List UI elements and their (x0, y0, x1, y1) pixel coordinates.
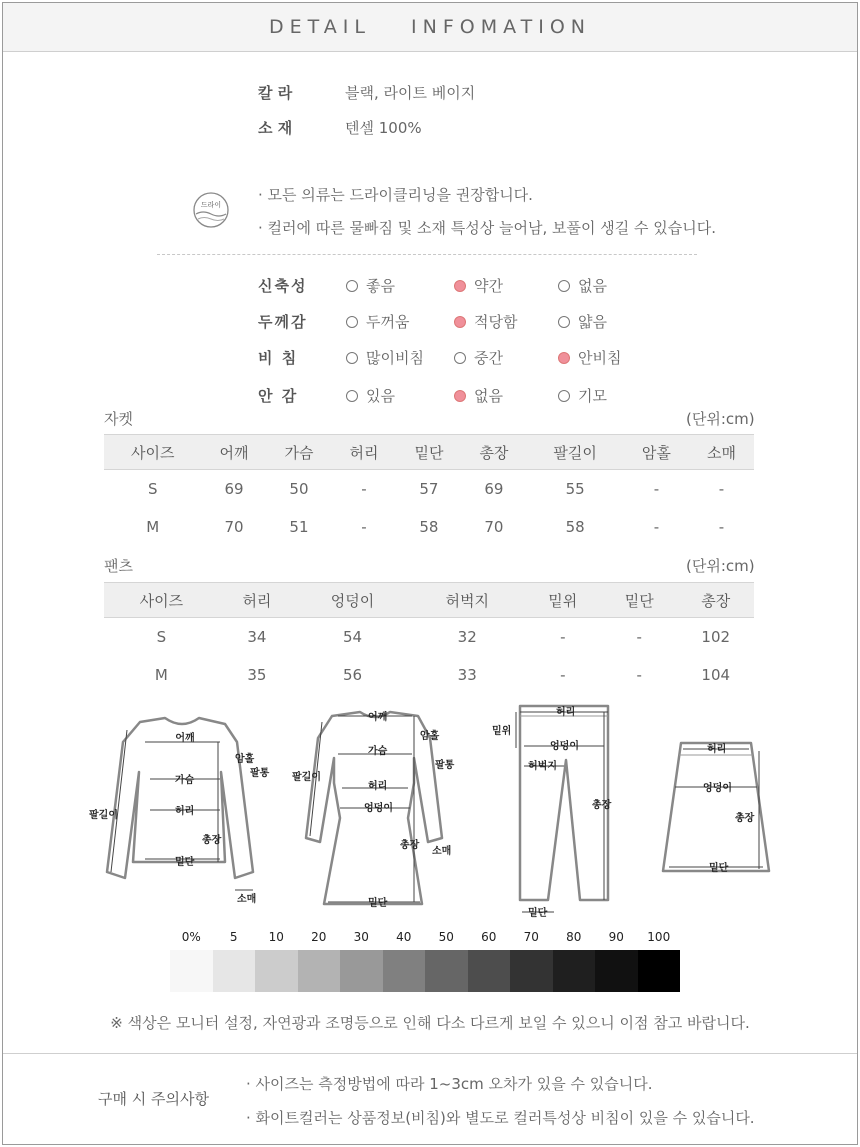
property-option-label: 없음 (578, 277, 607, 295)
radio-selected-icon (454, 316, 466, 328)
gray-scale-swatch (638, 950, 681, 992)
jacket-header-cell: 어깨 (202, 435, 267, 470)
gray-scale-swatch (510, 950, 553, 992)
pants-header-cell: 밑위 (525, 583, 601, 618)
radio-empty-icon (558, 316, 570, 328)
skirt-label-waist: 허리 (707, 744, 727, 755)
gray-scale-swatch (595, 950, 638, 992)
top-label-chest: 가슴 (175, 775, 195, 786)
jacket-header-cell: 총장 (461, 435, 526, 470)
jacket-header-cell: 사이즈 (104, 435, 202, 470)
jacket-header-cell: 가슴 (266, 435, 331, 470)
property-option-label: 기모 (578, 387, 607, 405)
pants-label-hem: 밑단 (528, 908, 548, 919)
property-option (346, 275, 395, 296)
jacket-cell: 69 (224, 479, 244, 498)
pants-cell: 32 (457, 627, 477, 646)
material-value: 텐셀 100% (345, 119, 422, 137)
gray-scale-label: 0% (181, 930, 201, 944)
radio-selected-icon (558, 352, 570, 364)
jacket-cell: 55 (565, 479, 585, 498)
pants-cell: 102 (701, 627, 731, 646)
gray-scale-label: 20 (311, 930, 327, 944)
jacket-cell: - (653, 479, 660, 498)
pants-cell: - (560, 665, 566, 684)
radio-empty-icon (558, 390, 570, 402)
detail-header (3, 3, 857, 52)
property-label: 두께감 (258, 313, 308, 331)
top-label-hem: 밑단 (175, 857, 195, 868)
gray-scale-label: 10 (268, 930, 284, 944)
pants-label-rise: 밑위 (492, 726, 512, 737)
gray-scale-swatch (468, 950, 511, 992)
jacket-header-cell: 허리 (331, 435, 396, 470)
dress-label-chest: 가슴 (368, 746, 388, 757)
jacket-cell: - (718, 517, 725, 536)
property-option-label: 중간 (474, 349, 503, 367)
property-option (454, 311, 517, 332)
material-label: 소 재 (258, 119, 293, 137)
pants-header-cell: 사이즈 (104, 583, 219, 618)
property-option (346, 347, 424, 368)
gray-scale-swatch (213, 950, 256, 992)
pants-cell: M (154, 665, 168, 684)
table-row (104, 656, 754, 694)
radio-empty-icon (454, 352, 466, 364)
jacket-cell: 58 (419, 517, 439, 536)
dress-label-cuff: 소매 (432, 846, 452, 857)
jacket-cell: S (147, 479, 158, 498)
gray-scale-label: 70 (523, 930, 539, 944)
radio-empty-icon (346, 280, 358, 292)
radio-selected-icon (454, 390, 466, 402)
property-option-label: 안비침 (578, 349, 622, 367)
dress-label-armhole: 암홀 (420, 731, 440, 742)
pants-header-cell: 허리 (219, 583, 295, 618)
pants-header-cell: 총장 (677, 583, 754, 618)
color-value: 블랙, 라이트 베이지 (345, 84, 476, 102)
jacket-cell: - (361, 479, 367, 498)
dress-label-waist: 허리 (368, 781, 388, 792)
dress-label-length: 총장 (400, 840, 420, 851)
pants-header-row (104, 583, 754, 618)
gray-scale-label: 90 (608, 930, 624, 944)
pants-header-cell: 밑단 (601, 583, 677, 618)
pants-title: 팬츠 (104, 557, 133, 575)
dress-label-shoulder: 어깨 (368, 712, 388, 723)
property-option-label: 좋음 (366, 277, 395, 295)
gray-scale-label: 40 (396, 930, 412, 944)
top-label-armhole: 암홀 (235, 754, 255, 765)
property-option (454, 347, 503, 368)
pants-header-cell: 허벅지 (410, 583, 525, 618)
pants-measure-diagram (490, 700, 625, 925)
jacket-header-cell: 밑단 (396, 435, 461, 470)
radio-selected-icon (454, 280, 466, 292)
property-label: 신축성 (258, 277, 308, 295)
skirt-measure-diagram (655, 735, 775, 885)
radio-empty-icon (346, 352, 358, 364)
gray-scale-swatch (255, 950, 298, 992)
property-option-label: 많이비침 (366, 349, 424, 367)
dashed-divider (157, 254, 697, 255)
jacket-header-cell: 암홀 (624, 435, 689, 470)
jacket-cell: 50 (289, 479, 309, 498)
gray-scale-swatch (425, 950, 468, 992)
table-row (104, 508, 754, 546)
skirt-label-length: 총장 (735, 813, 755, 824)
jacket-cell: - (653, 517, 660, 536)
jacket-cell: 70 (224, 517, 244, 536)
pants-cell: - (636, 627, 642, 646)
pants-label-waist: 허리 (556, 707, 576, 718)
dry-clean-icon-text: 드라이 (200, 201, 222, 209)
property-label: 안 감 (258, 387, 299, 405)
property-option (346, 385, 395, 406)
header-word-infomation: INFOMATION (411, 16, 591, 38)
gray-scale-labels (170, 930, 680, 944)
jacket-header-row (104, 435, 754, 470)
pants-unit: (단위:cm) (686, 557, 755, 575)
property-option (558, 275, 607, 296)
skirt-label-hem: 밑단 (709, 863, 729, 874)
gray-scale-label: 100 (647, 930, 671, 944)
pants-cell: S (156, 627, 167, 646)
jacket-cell: - (361, 517, 367, 536)
top-label-arm-width: 팔통 (250, 768, 270, 779)
radio-empty-icon (558, 280, 570, 292)
pants-cell: - (560, 627, 566, 646)
property-label: 비 침 (258, 349, 299, 367)
care-note-1: · 모든 의류는 드라이클리닝을 권장합니다. (258, 186, 533, 204)
top-label-length: 총장 (202, 835, 222, 846)
property-option (558, 311, 607, 332)
pants-cell: 33 (457, 665, 477, 684)
pants-size-table (104, 582, 754, 694)
jacket-unit: (단위:cm) (686, 410, 755, 428)
gray-scale-label: 5 (229, 930, 238, 944)
jacket-cell: M (146, 517, 160, 536)
jacket-title: 자켓 (104, 410, 133, 428)
pants-cell: 35 (247, 665, 267, 684)
pants-label-hip: 엉덩이 (550, 741, 579, 752)
gray-scale-label: 50 (438, 930, 454, 944)
gray-scale-bar (170, 950, 680, 992)
property-option-label: 적당함 (474, 313, 518, 331)
property-option (346, 311, 409, 332)
top-label-sleeve-length: 팔길이 (89, 810, 118, 821)
jacket-size-table (104, 434, 754, 546)
pants-cell: 104 (701, 665, 731, 684)
property-option (558, 347, 621, 368)
table-row (104, 618, 754, 656)
skirt-label-hip: 엉덩이 (703, 783, 732, 794)
pants-header-cell: 엉덩이 (295, 583, 410, 618)
gray-scale-label: 30 (353, 930, 369, 944)
property-option-label: 있음 (366, 387, 395, 405)
property-option (454, 385, 503, 406)
purchase-note-1: · 사이즈는 측정방법에 따라 1~3cm 오차가 있을 수 있습니다. (246, 1075, 653, 1093)
care-note-2: · 컬러에 따른 물빠짐 및 소재 특성상 늘어남, 보풀이 생길 수 있습니다. (258, 219, 716, 237)
pants-label-length: 총장 (592, 800, 612, 811)
gray-scale-swatch (298, 950, 341, 992)
property-option (558, 385, 607, 406)
purchase-note-2: · 화이트컬러는 상품정보(비침)와 별도로 컬러특성상 비침이 있을 수 있습니다. (246, 1109, 755, 1127)
table-row (104, 470, 754, 508)
pants-cell: 34 (247, 627, 267, 646)
property-option-label: 없음 (474, 387, 503, 405)
dress-label-sleeve-length: 팔길이 (292, 772, 321, 783)
gray-scale-swatch (170, 950, 213, 992)
dress-label-hip: 엉덩이 (364, 803, 393, 814)
top-label-waist: 허리 (175, 806, 195, 817)
jacket-cell: 51 (289, 517, 309, 536)
radio-empty-icon (346, 316, 358, 328)
top-label-shoulder: 어깨 (175, 733, 195, 744)
radio-empty-icon (346, 390, 358, 402)
gray-scale-label: 60 (481, 930, 497, 944)
gray-scale-swatch (553, 950, 596, 992)
property-option-label: 얇음 (578, 313, 607, 331)
jacket-header-cell: 팔길이 (526, 435, 624, 470)
property-option (454, 275, 503, 296)
color-warning-note: ※ 색상은 모니터 설정, 자연광과 조명등으로 인해 다소 다르게 보일 수 있으니 이점 참고 바랍니다. (110, 1014, 750, 1032)
jacket-header-cell: 소매 (689, 435, 754, 470)
jacket-cell: 69 (484, 479, 504, 498)
dress-measure-diagram (290, 708, 460, 916)
property-option-label: 약간 (474, 277, 503, 295)
jacket-cell: 57 (419, 479, 439, 498)
pants-cell: 54 (342, 627, 363, 646)
pants-label-thigh: 허벅지 (528, 761, 557, 772)
header-word-detail: DETAIL (269, 16, 371, 38)
top-label-cuff: 소매 (237, 894, 257, 905)
pants-cell: - (636, 665, 642, 684)
dress-label-arm-width: 팔통 (435, 760, 455, 771)
color-label: 칼 라 (258, 84, 293, 102)
dress-label-hem: 밑단 (368, 898, 388, 909)
bottom-divider (3, 1053, 857, 1054)
purchase-title: 구매 시 주의사항 (98, 1090, 209, 1108)
pants-cell: 56 (342, 665, 363, 684)
top-measure-diagram (85, 712, 280, 912)
gray-scale-label: 80 (566, 930, 582, 944)
dry-clean-icon (188, 190, 234, 230)
jacket-cell: - (718, 479, 725, 498)
jacket-cell: 70 (484, 517, 504, 536)
gray-scale-swatch (340, 950, 383, 992)
property-option-label: 두꺼움 (366, 313, 410, 331)
jacket-cell: 58 (565, 517, 585, 536)
gray-scale-swatch (383, 950, 426, 992)
